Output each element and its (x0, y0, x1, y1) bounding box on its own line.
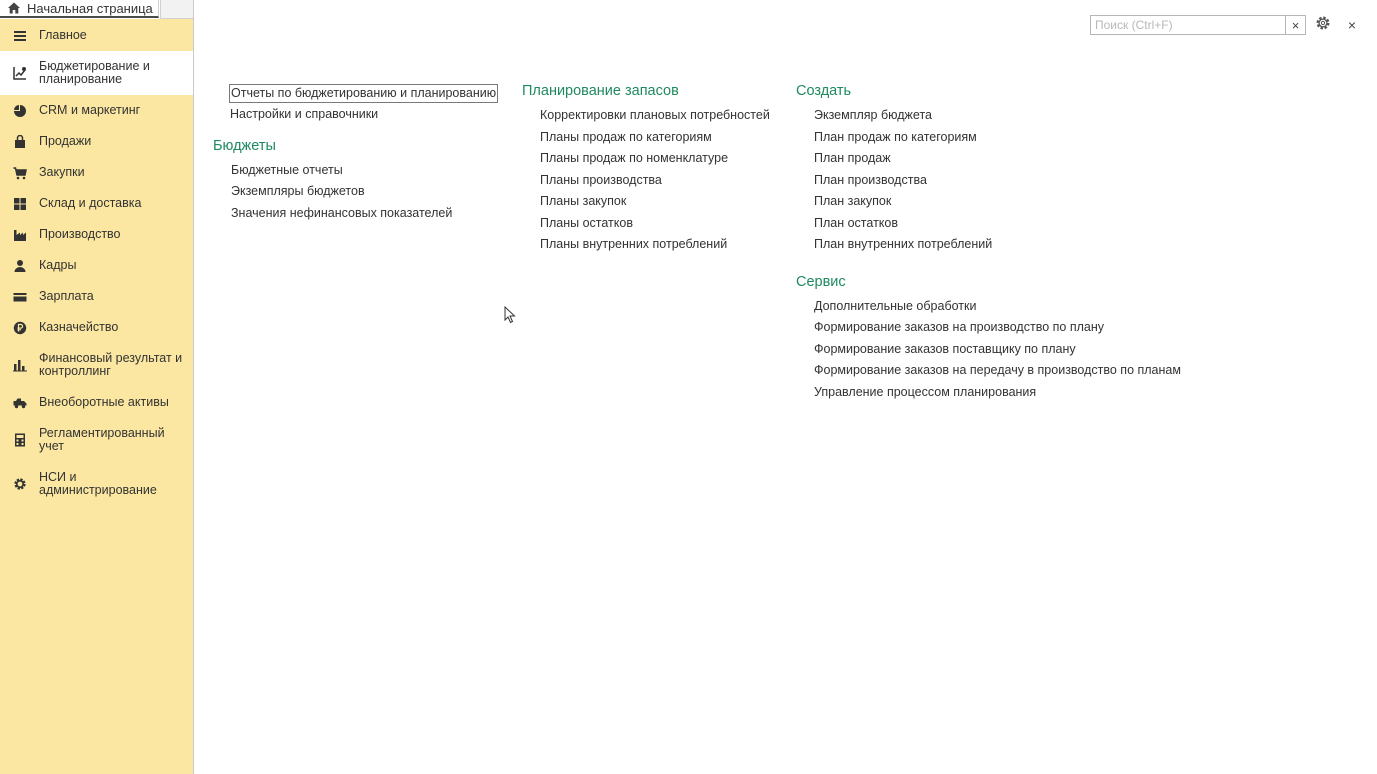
sidebar-item-label: Закупки (39, 165, 85, 179)
link-purchase-plans[interactable]: Планы закупок (540, 194, 627, 208)
budget-chart-icon (13, 66, 27, 80)
tab-strip (0, 0, 193, 19)
mouse-cursor-icon (504, 306, 516, 324)
link-planning-process-management[interactable]: Управление процессом планирования (814, 384, 1037, 399)
sidebar-item-label: НСИ и администрирование (39, 470, 157, 497)
column-budgeting (213, 82, 497, 224)
link-internal-consumption-plans[interactable]: Планы внутренних потреблений (540, 237, 728, 251)
link-additional-processing[interactable]: Дополнительные обработки (814, 298, 977, 313)
section-title-budgets: Бюджеты (213, 137, 276, 154)
column-create-service (796, 82, 1181, 403)
sidebar (0, 0, 194, 774)
sidebar-item-warehouse[interactable] (0, 188, 193, 219)
close-icon: × (1347, 17, 1357, 33)
link-budget-instances[interactable]: Экземпляры бюджетов (231, 184, 365, 198)
close-button[interactable] (1344, 17, 1360, 33)
menu-lines-icon (13, 29, 27, 43)
link-create-sales-plan-categories[interactable]: План продаж по категориям (814, 129, 977, 144)
warehouse-grid-icon (13, 197, 27, 211)
link-create-stock-plan[interactable]: План остатков (814, 215, 898, 230)
link-create-purchase-plan[interactable]: План закупок (814, 194, 892, 208)
home-tab-label: Начальная страница (27, 0, 153, 16)
person-icon (13, 259, 27, 273)
sidebar-item-production[interactable] (0, 219, 193, 250)
link-production-plans[interactable]: Планы производства (540, 172, 662, 187)
sidebar-item-treasury[interactable] (0, 312, 193, 343)
sidebar-item-finance[interactable] (0, 343, 193, 387)
link-production-orders-by-plan[interactable]: Формирование заказов на производство по плану (814, 320, 1104, 334)
link-supplier-orders-by-plan[interactable]: Формирование заказов поставщику по плану (814, 341, 1076, 356)
sidebar-item-label: Склад и доставка (39, 196, 142, 210)
sidebar-item-purchases[interactable] (0, 157, 193, 188)
sidebar-item-budgeting[interactable] (0, 51, 193, 95)
link-create-production-plan[interactable]: План производства (814, 172, 927, 187)
link-plan-adjustments[interactable]: Корректировки плановых потребностей (540, 108, 770, 122)
link-settings-directories[interactable]: Настройки и справочники (230, 107, 379, 121)
factory-icon (13, 228, 27, 242)
search-clear-button[interactable] (1286, 15, 1306, 35)
sidebar-item-label: CRM и маркетинг (39, 103, 141, 117)
sidebar-item-main[interactable] (0, 20, 193, 51)
shopping-bag-icon (13, 135, 27, 149)
sidebar-item-hr[interactable] (0, 250, 193, 281)
sidebar-item-label: Производство (39, 227, 121, 241)
link-sales-plans-nomenclature[interactable]: Планы продаж по номенклатуре (540, 151, 729, 165)
sidebar-item-salary[interactable] (0, 281, 193, 312)
link-create-internal-consumption-plan[interactable]: План внутренних потреблений (814, 237, 993, 251)
link-nonfinancial-values[interactable]: Значения нефинансовых показателей (231, 205, 453, 220)
link-reports-budgeting[interactable]: Отчеты по бюджетированию и планированию (231, 86, 497, 100)
column-inventory-planning (522, 82, 770, 256)
sidebar-item-label: Главное (39, 28, 87, 42)
settings-button[interactable] (1314, 16, 1332, 34)
gear-icon (13, 477, 27, 491)
wallet-card-icon (13, 290, 27, 304)
calculator-icon (13, 433, 27, 447)
link-transfer-orders-by-plans[interactable]: Формирование заказов на передачу в производство по планам (814, 363, 1181, 377)
tab-home[interactable] (0, 0, 159, 18)
sidebar-item-label: Бюджетирование и планирование (39, 59, 150, 86)
sidebar-item-label: Кадры (39, 258, 77, 272)
clear-icon: × (1291, 17, 1300, 33)
section-title-service: Сервис (796, 273, 846, 290)
tab-blank[interactable] (160, 0, 193, 19)
sidebar-item-fixed-assets[interactable] (0, 387, 193, 418)
sidebar-item-sales[interactable] (0, 126, 193, 157)
sidebar-nav (0, 20, 193, 506)
link-create-sales-plan[interactable]: План продаж (814, 151, 891, 165)
sidebar-item-label: Зарплата (39, 289, 94, 303)
gear-icon (1315, 15, 1331, 36)
sidebar-item-label: Регламентированный учет (39, 426, 165, 453)
sidebar-item-label: Казначейство (39, 320, 119, 334)
sidebar-item-label: Продажи (39, 134, 92, 148)
cart-icon (13, 166, 27, 180)
link-create-budget-instance[interactable]: Экземпляр бюджета (814, 108, 932, 122)
sidebar-item-label: Внеоборотные активы (39, 395, 169, 409)
link-budget-reports[interactable]: Бюджетные отчеты (231, 162, 343, 177)
sidebar-item-admin[interactable] (0, 462, 193, 506)
link-stock-plans[interactable]: Планы остатков (540, 215, 633, 230)
home-icon (7, 1, 21, 15)
search-input[interactable] (1090, 15, 1286, 35)
sidebar-item-label: Финансовый результат и контроллинг (39, 351, 183, 378)
link-sales-plans-categories[interactable]: Планы продаж по категориям (540, 129, 712, 144)
truck-icon (13, 396, 27, 410)
sidebar-item-crm[interactable] (0, 95, 193, 126)
pie-chart-icon (13, 104, 27, 118)
sidebar-item-regulated[interactable] (0, 418, 193, 462)
section-title-inventory-planning: Планирование запасов (522, 83, 679, 99)
ruble-coin-icon (13, 321, 27, 335)
bar-chart-icon (13, 358, 27, 372)
section-title-create: Создать (796, 83, 852, 99)
